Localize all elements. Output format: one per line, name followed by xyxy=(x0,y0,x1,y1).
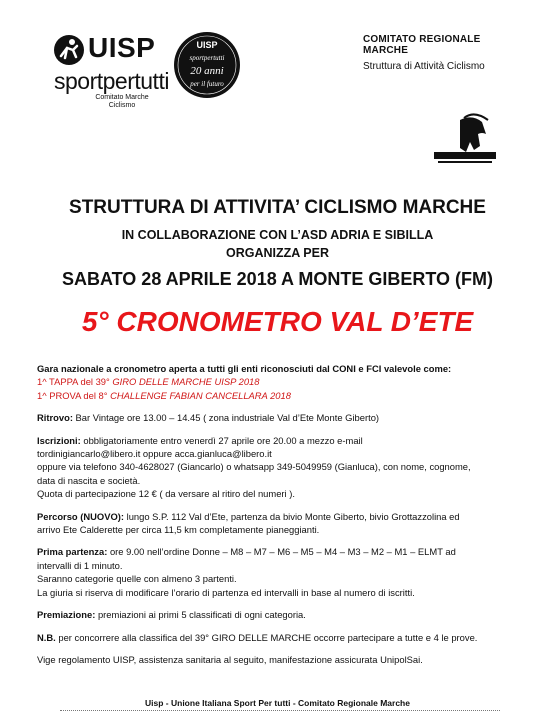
vige-line: Vige regolamento UISP, assistenza sanitaria al seguito, manifestazione assicurata UnipolSai. xyxy=(37,653,423,665)
partenza-label: Prima partenza: xyxy=(37,546,108,558)
percorso-label: Percorso (NUOVO): xyxy=(37,510,124,522)
iscrizioni-text: obbligatoriamente entro venerdì 27 aprile ore 20.00 a mezzo e-mail xyxy=(80,434,363,446)
partenza-text: ore 9.00 nell’ordine Donne – M8 – M7 – M6 – M5 – M4 – M3 – M2 – M1 – ELMT ad xyxy=(107,546,456,558)
percorso-text: lungo S.P. 112 Val d’Ete, partenza da bivio Monte Giberto, bivio Grottazzolina ed xyxy=(124,510,460,522)
intro-line: Gara nazionale a cronometro aperta a tutti gli enti riconosciuti dal CONI e FCI valevole come: xyxy=(37,363,452,374)
uisp-wordmark: UISP xyxy=(88,32,156,63)
event-details xyxy=(37,362,532,666)
logo-sub-line-2: Ciclismo xyxy=(108,102,136,109)
badge-top-text: UISP xyxy=(196,40,218,50)
prova-line xyxy=(37,389,532,402)
percorso-line xyxy=(37,510,532,523)
premiazione-text: premiazioni ai primi 5 classificati di ogni categoria. xyxy=(95,609,306,621)
runner-logo-icon xyxy=(52,34,86,66)
prova-prefix: 1^ PROVA del 8° xyxy=(37,389,108,401)
percorso-line-2: arrivo Ete Calderette per circa 11,5 km completamente pianeggianti. xyxy=(37,524,320,536)
title-collaborazione: IN COLLABORAZIONE CON L’ASD ADRIA E SIBILLA xyxy=(121,228,434,242)
partenza-line xyxy=(37,545,532,558)
premiazione-line xyxy=(37,608,532,621)
tappa-name: GIRO DELLE MARCHE UISP 2018 xyxy=(112,376,260,388)
footer-divider xyxy=(60,710,500,716)
partenza-line-3: Saranno categorie quelle con almeno 3 partenti. xyxy=(37,573,237,585)
uisp-logo xyxy=(52,32,169,109)
title-struttura: STRUTTURA DI ATTIVITA’ CICLISMO MARCHE xyxy=(69,197,486,218)
ritrovo-label: Ritrovo: xyxy=(37,412,73,424)
anniversary-badge-icon xyxy=(173,31,241,99)
partenza-line-4: La giuria si riserva di modificare l’orario di partenza ed intervalli in base al numero di iscritti. xyxy=(37,586,415,598)
tappa-line xyxy=(37,375,532,388)
prova-name: CHALLENGE FABIAN CANCELLARA 2018 xyxy=(110,389,291,401)
iscrizioni-phone: oppure via telefono 340-4628027 (Giancarlo) o whatsapp 349-5049959 (Gianluca), con nome, cognome, xyxy=(37,461,471,473)
iscrizioni-label: Iscrizioni: xyxy=(37,434,81,446)
iscrizioni-email[interactable]: tordinigiancarlo@libero.it oppure acca.gianluca@libero.it xyxy=(37,448,272,460)
comitato-header xyxy=(363,34,523,72)
ritrovo-line xyxy=(37,411,532,424)
ritrovo-text: Bar Vintage ore 13.00 – 14.45 ( zona industriale Val d’Ete Monte Giberto) xyxy=(72,412,380,424)
partenza-line-2: intervalli di 1 minuto. xyxy=(37,559,123,571)
nb-line xyxy=(37,631,532,644)
badge-script-1: sportpertutti xyxy=(189,54,225,62)
premiazione-label: Premiazione: xyxy=(37,609,96,621)
iscrizioni-quota: Quota di partecipazione 12 € ( da versare al ritiro del numeri ). xyxy=(37,488,295,500)
sportpertutti-wordmark: sportpertutti xyxy=(54,68,169,94)
badge-script-3: per il futuro xyxy=(190,80,224,88)
iscrizioni-line xyxy=(37,434,532,447)
comitato-subtitle: Struttura di Attività Ciclismo xyxy=(363,61,485,72)
comitato-title: COMITATO REGIONALE MARCHE xyxy=(363,34,481,56)
iscrizioni-data: data di nascita e società. xyxy=(37,474,141,486)
logo-subtitle xyxy=(92,94,152,110)
badge-script-2: 20 anni xyxy=(190,65,224,77)
spartan-helmet-logo-icon xyxy=(430,112,500,167)
tappa-prefix: 1^ TAPPA del 39° xyxy=(37,376,110,388)
title-organizza: ORGANIZZA PER xyxy=(225,246,329,260)
nb-text: per concorrere alla classifica del 39° GIRO DELLE MARCHE occorre partecipare a tutte e 4 le prove. xyxy=(55,631,478,643)
event-title: 5° CRONOMETRO VAL D’ETE xyxy=(81,306,474,337)
footer-text: Uisp - Unione Italiana Sport Per tutti - Comitato Regionale Marche xyxy=(145,698,410,708)
nb-label: N.B. xyxy=(37,631,56,643)
title-date-location: SABATO 28 APRILE 2018 A MONTE GIBERTO (FM) xyxy=(61,269,494,289)
logo-sub-line-1: Comitato Marche xyxy=(95,94,149,101)
